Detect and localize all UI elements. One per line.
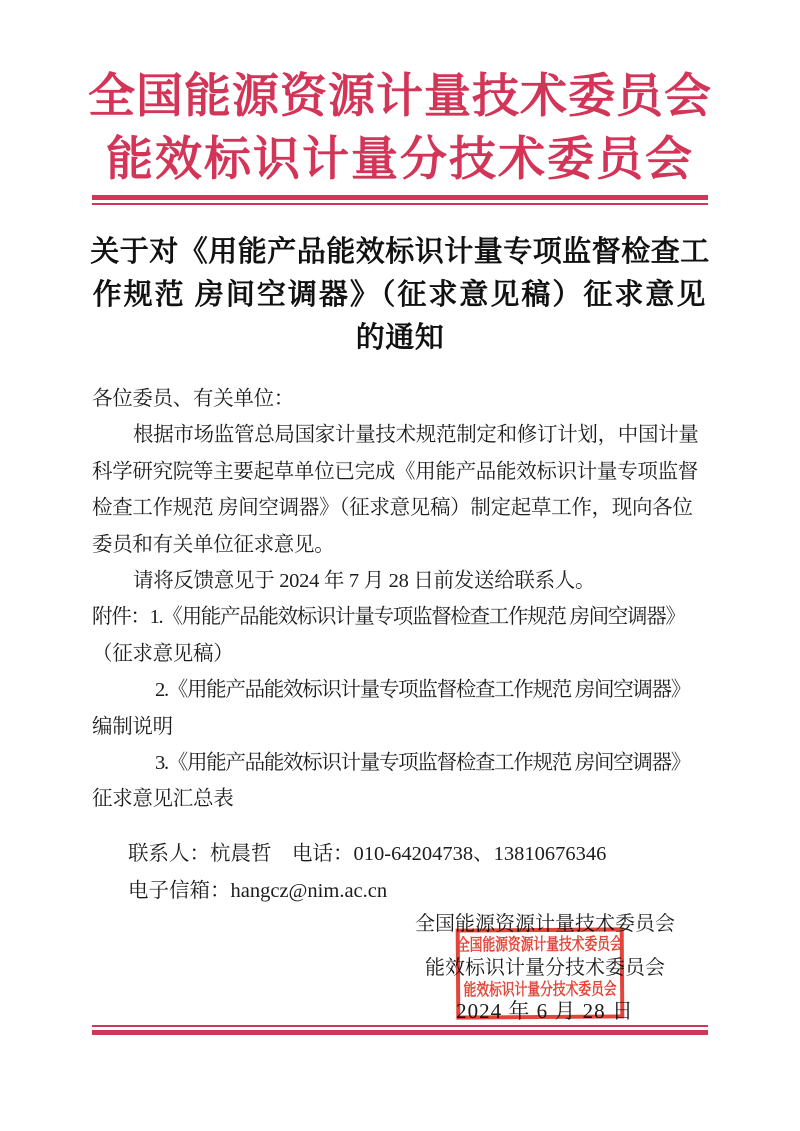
footer-divider-thick-line <box>92 1030 708 1035</box>
body-line: 科学研究院等主要起草单位已完成《用能产品能效标识计量专项监督 <box>92 460 698 483</box>
seal-text-line-1: 全国能源资源计量技术委员会 <box>456 934 623 955</box>
body-line-salutation: 各位委员、有关单位： <box>92 388 294 410</box>
signature-org-line-1: 全国能源资源计量技术委员会 <box>415 913 675 935</box>
signature-org-line-2: 能效标识计量分技术委员会 <box>425 956 665 979</box>
contact-email: 电子信箱：hangcz@nim.ac.cn <box>128 880 388 902</box>
footer-divider <box>92 1025 708 1035</box>
document-title-line-3: 的通知 <box>355 322 445 354</box>
body-line-deadline: 请将反馈意见于 2024 年 7 月 28 日前发送给联系人。 <box>133 570 596 593</box>
contact-info <box>128 836 606 910</box>
document-title <box>0 231 800 360</box>
body-line: 根据市场监管总局国家计量技术规范制定和修订计划，中国计量 <box>133 424 699 447</box>
attachment-line-3: 3.《用能产品能效标识计量专项监督检查工作规范 房间空调器》 <box>155 752 690 775</box>
attachment-line-1: 附件：1.《用能产品能效标识计量专项监督检查工作规范 房间空调器》 <box>92 606 685 629</box>
body-text <box>92 381 722 818</box>
body-line: 委员和有关单位征求意见。 <box>92 533 335 556</box>
attachment-line-3-cont: 征求意见汇总表 <box>92 788 234 811</box>
body-line: 检查工作规范 房间空调器》（征求意见稿）制定起草工作，现向各位 <box>92 497 693 520</box>
letterhead-org-line-1: 全国能源资源计量技术委员会 <box>88 71 712 123</box>
letterhead <box>0 66 800 192</box>
signature-date: 2024 年 6 月 28 日 <box>456 999 634 1023</box>
official-seal <box>456 927 625 1019</box>
header-divider <box>92 195 708 205</box>
header-divider-thin-line <box>92 203 708 205</box>
document-title-line-1: 关于对《用能产品能效标识计量专项监督检查工 <box>90 236 710 268</box>
document-title-line-2: 作规范 房间空调器》（征求意见稿）征求意见 <box>92 279 708 311</box>
attachment-line-2: 2.《用能产品能效标识计量专项监督检查工作规范 房间空调器》 <box>155 679 690 702</box>
letterhead-org-line-2: 能效标识计量分技术委员会 <box>106 134 694 186</box>
contact-person-phone: 联系人：杭晨哲 电话：010-64204738、13810676346 <box>128 843 607 865</box>
attachment-line-2-cont: 编制说明 <box>92 715 173 738</box>
attachment-line-1-cont: （征求意见稿） <box>92 642 234 665</box>
seal-text-line-2: 能效标识计量分技术委员会 <box>463 979 617 1000</box>
